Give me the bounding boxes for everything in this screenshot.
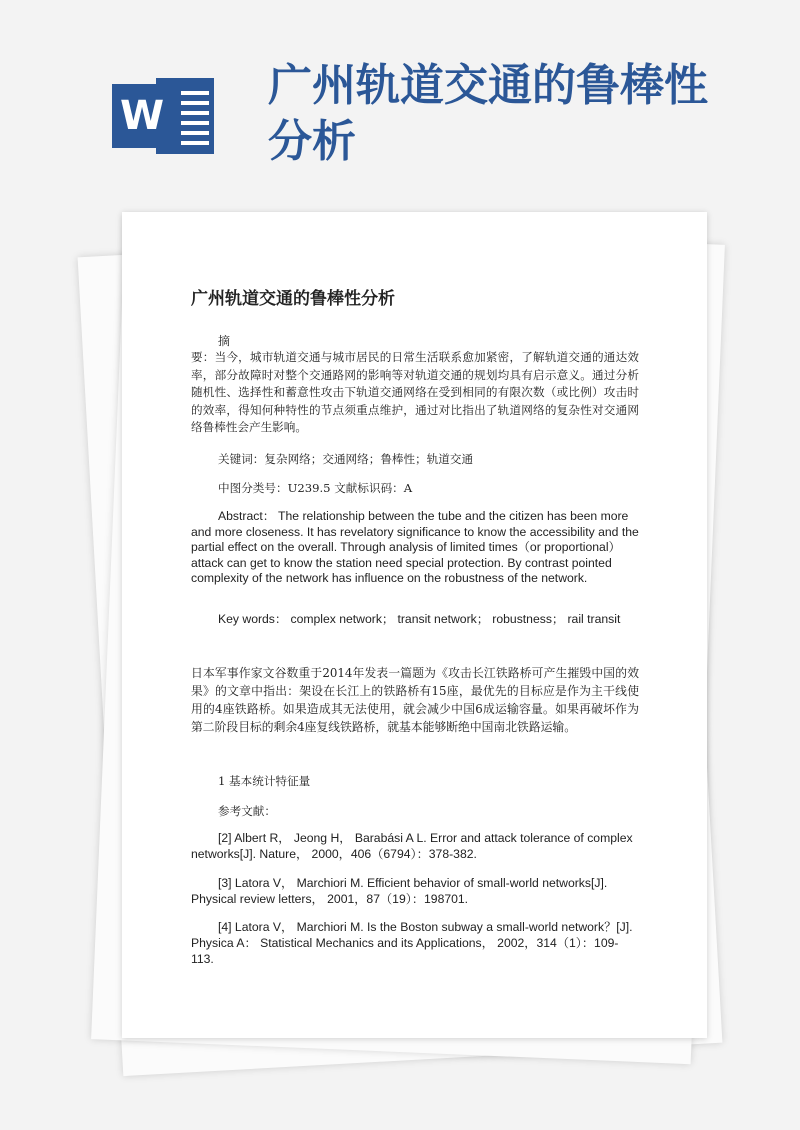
word-icon-letter: W (112, 84, 172, 148)
keywords-english: Key words： complex network； transit network； robustness； rail transit (218, 612, 621, 626)
reference-item: [2] Albert R， Jeong H， Barabási A L. Error and attack tolerance of complex networks[J]. Nature， 2000，406（6794）：378-382. (191, 831, 633, 861)
reference-item: [4] Latora V， Marchiori M. Is the Boston subway a small-world network？[J]. Physica A： Statistical Mechanics and its Applications， 2002，314（1）：109-113. (191, 920, 633, 966)
body-paragraph: 日本军事作家文谷数重于2014年发表一篇题为《攻击长江铁路桥可产生摧毁中国的效果》的文章中指出：架设在长江上的铁路桥有15座，最优先的目标应是作为主干线使用的4座铁路桥。如果造成其无法使用，就会减少中国6成运输容量。如果再破坏作为第二阶段目标的剩余4座复线铁路桥，就基本能够断绝中国南北铁路运输。 (191, 666, 639, 734)
abstract-chinese: 要：当今，城市轨道交通与城市居民的日常生活联系愈加紧密，了解轨道交通的通达效率，部分故障时对整个交通路网的影响等对轨道交通的规划均具有启示意义。通过分析随机性、选择性和蓄意性攻击下轨道交通网络在受到相同的有限次数（或比例）攻击时的效率，得知何种特性的节点须重点维护，通过对比指出了轨道网络的复杂性对交通网络鲁棒性会产生影响。 (191, 350, 639, 434)
document-page (122, 212, 707, 1038)
paper-title: 广州轨道交通的鲁棒性分析 (191, 289, 395, 309)
document-title: 广州轨道交通的鲁棒性分析 (268, 60, 708, 167)
reference-item: [3] Latora V， Marchiori M. Efficient behavior of small-world networks[J]. Physical review letters， 2001，87（19）：198701. (191, 876, 608, 906)
abstract-english: Abstract： The relationship between the tube and the citizen has been more and more closeness. It has revelatory significance to know the accessibility and the partial effect on the overall. Through analysis of limited times（or proportional）attack can get to know the station need special protection. By contrast pointed complexity of the network has influence on the robustness of the network. (191, 509, 639, 585)
abstract-label: 摘 (218, 334, 231, 348)
classification-number: 中图分类号：U239.5 文献标识码：A (218, 481, 413, 495)
word-icon (112, 70, 216, 162)
keywords-chinese: 关键词：复杂网络；交通网络；鲁棒性；轨道交通 (218, 452, 474, 466)
section-heading: 1 基本统计特征量 (218, 774, 311, 788)
references-label: 参考文献： (218, 804, 276, 818)
